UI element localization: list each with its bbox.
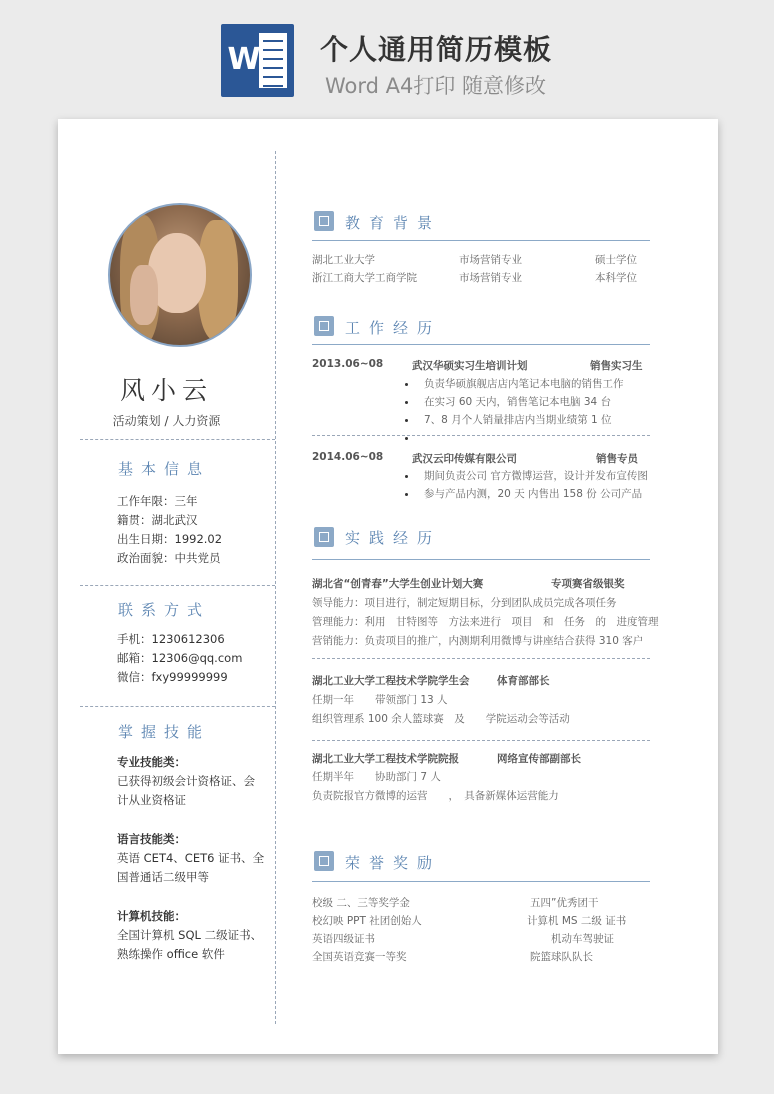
skill-group — [117, 753, 262, 810]
resume-page — [58, 119, 718, 1054]
briefcase-icon — [314, 316, 334, 336]
skill-line: 已获得初级会计资格证、会 — [117, 774, 255, 788]
word-icon-letter: W — [227, 42, 261, 77]
skill-label: 专业技能类： — [117, 755, 186, 769]
contact-wechat: 微信：fxy99999999 — [117, 670, 228, 684]
honor-item: 校级 二、三等奖学金 — [312, 897, 410, 909]
job-company: 武汉华硕实习生培训计划 — [412, 360, 528, 372]
honor-item: 英语四级证书 — [312, 933, 375, 945]
practice-name: 湖北工业大学工程技术学院学生会 — [312, 675, 470, 687]
job-company: 武汉云印传媒有限公司 — [412, 453, 517, 465]
divider — [80, 706, 275, 707]
practice-line: 任期一年 带领部门 13 人 — [312, 694, 448, 706]
practice-award: 体育部部长 — [497, 675, 550, 687]
banner — [0, 0, 774, 115]
practice-line: 任期半年 协助部门 7 人 — [312, 771, 441, 783]
honors-heading: 荣誉奖励 — [345, 854, 442, 872]
job-date: 2013.06~08 — [312, 358, 384, 370]
practice-name: 湖北工业大学工程技术学院院报 — [312, 753, 459, 765]
honor-item: 五四”优秀团干 — [530, 897, 599, 909]
divider — [312, 740, 650, 741]
divider — [80, 585, 275, 586]
basic-info-item: 出生日期：1992.02 — [117, 532, 223, 546]
trophy-icon — [314, 851, 334, 871]
practice-name: 湖北省“创青春”大学生创业计划大赛 — [312, 578, 484, 590]
practice-line: 负责院报官方微博的运营 ， 具备新媒体运营能力 — [312, 790, 559, 802]
edu-degree: 本科学位 — [595, 272, 637, 284]
column-divider — [275, 151, 276, 1024]
divider — [312, 435, 650, 436]
bullet — [405, 493, 408, 496]
chart-icon — [314, 527, 334, 547]
skill-line: 熟练操作 office 软件 — [117, 947, 225, 961]
education-heading: 教育背景 — [345, 214, 442, 232]
skill-line: 国普通话二级甲等 — [117, 870, 209, 884]
person-role: 活动策划 / 人力资源 — [112, 414, 221, 428]
job-point: 在实习 60 天内，销售笔记本电脑 34 台 — [424, 396, 612, 408]
basic-info-item: 政治面貌：中共党员 — [117, 551, 221, 565]
practice-line: 管理能力：利用 甘特图等 方法来进行 项目 和 任务 的 进度管理 — [312, 616, 659, 628]
contact-list — [117, 630, 262, 687]
section-rule — [312, 240, 650, 241]
bullet — [405, 383, 408, 386]
job-position: 销售实习生 — [590, 360, 643, 372]
word-icon — [221, 24, 294, 97]
skill-line: 英语 CET4、CET6 证书、全 — [117, 851, 265, 865]
edu-major: 市场营销专业 — [459, 254, 522, 266]
skill-label: 语言技能类： — [117, 832, 186, 846]
section-rule — [312, 344, 650, 345]
bullet — [405, 401, 408, 404]
basic-info-item: 工作年限：三年 — [117, 494, 198, 508]
basic-info-item: 籍贯：湖北武汉 — [117, 513, 198, 527]
practice-award: 专项赛省级银奖 — [551, 578, 625, 590]
honor-item: 全国英语竞赛一等奖 — [312, 951, 407, 963]
work-heading: 工作经历 — [345, 319, 442, 337]
person-name: 风小云 — [119, 376, 213, 405]
job-date: 2014.06~08 — [312, 451, 384, 463]
basic-info-heading: 基本信息 — [118, 460, 211, 478]
bullet — [405, 437, 408, 440]
honor-item: 机动车驾驶证 — [551, 933, 614, 945]
honor-item: 院篮球队队长 — [530, 951, 593, 963]
skill-label: 计算机技能： — [117, 909, 186, 923]
section-rule — [312, 559, 650, 560]
practice-heading: 实践经历 — [345, 529, 442, 547]
job-point: 7、8 月个人销量排店内当期业绩第 1 位 — [424, 414, 612, 426]
honor-item: 计算机 MS 二级 证书 — [527, 915, 627, 927]
honor-item: 校幻映 PPT 社团创始人 — [312, 915, 422, 927]
avatar — [108, 203, 252, 347]
skills-heading: 掌握技能 — [118, 723, 211, 741]
practice-line: 组织管理系 100 余人篮球赛 及 学院运动会等活动 — [312, 713, 570, 725]
divider — [312, 658, 650, 659]
banner-subtitle: Word A4打印 随意修改 — [325, 74, 547, 98]
job-point: 负责华硕旗舰店店内笔记本电脑的销售工作 — [424, 378, 624, 390]
contact-email: 邮箱：12306@qq.com — [117, 651, 243, 665]
skill-line: 全国计算机 SQL 二级证书、 — [117, 928, 263, 942]
bullet — [405, 475, 408, 478]
contact-heading: 联系方式 — [118, 601, 211, 619]
job-position: 销售专员 — [596, 453, 638, 465]
practice-line: 营销能力：负责项目的推广，内测期利用微博与讲座结合获得 310 客户 — [312, 635, 644, 647]
bullet — [405, 419, 408, 422]
practice-line: 领导能力：项目进行，制定短期目标，分到团队成员完成各项任务 — [312, 597, 617, 609]
graduation-cap-icon — [314, 211, 334, 231]
section-rule — [312, 881, 650, 882]
practice-award: 网络宣传部副部长 — [497, 753, 581, 765]
skill-line: 计从业资格证 — [117, 793, 186, 807]
job-point: 期间负责公司 官方微博运营，设计并发布宣传图 — [424, 470, 648, 482]
skill-group — [117, 830, 265, 887]
basic-info-list — [117, 492, 262, 568]
divider — [80, 439, 275, 440]
edu-school: 湖北工业大学 — [312, 254, 375, 266]
skill-group — [117, 907, 262, 964]
edu-school: 浙江工商大学工商学院 — [312, 272, 417, 284]
contact-phone: 手机：1230612306 — [117, 632, 225, 646]
job-point: 参与产品内测，20 天 内售出 158 份 公司产品 — [424, 488, 643, 500]
edu-degree: 硕士学位 — [595, 254, 637, 266]
edu-major: 市场营销专业 — [459, 272, 522, 284]
banner-title: 个人通用简历模板 — [320, 33, 553, 66]
